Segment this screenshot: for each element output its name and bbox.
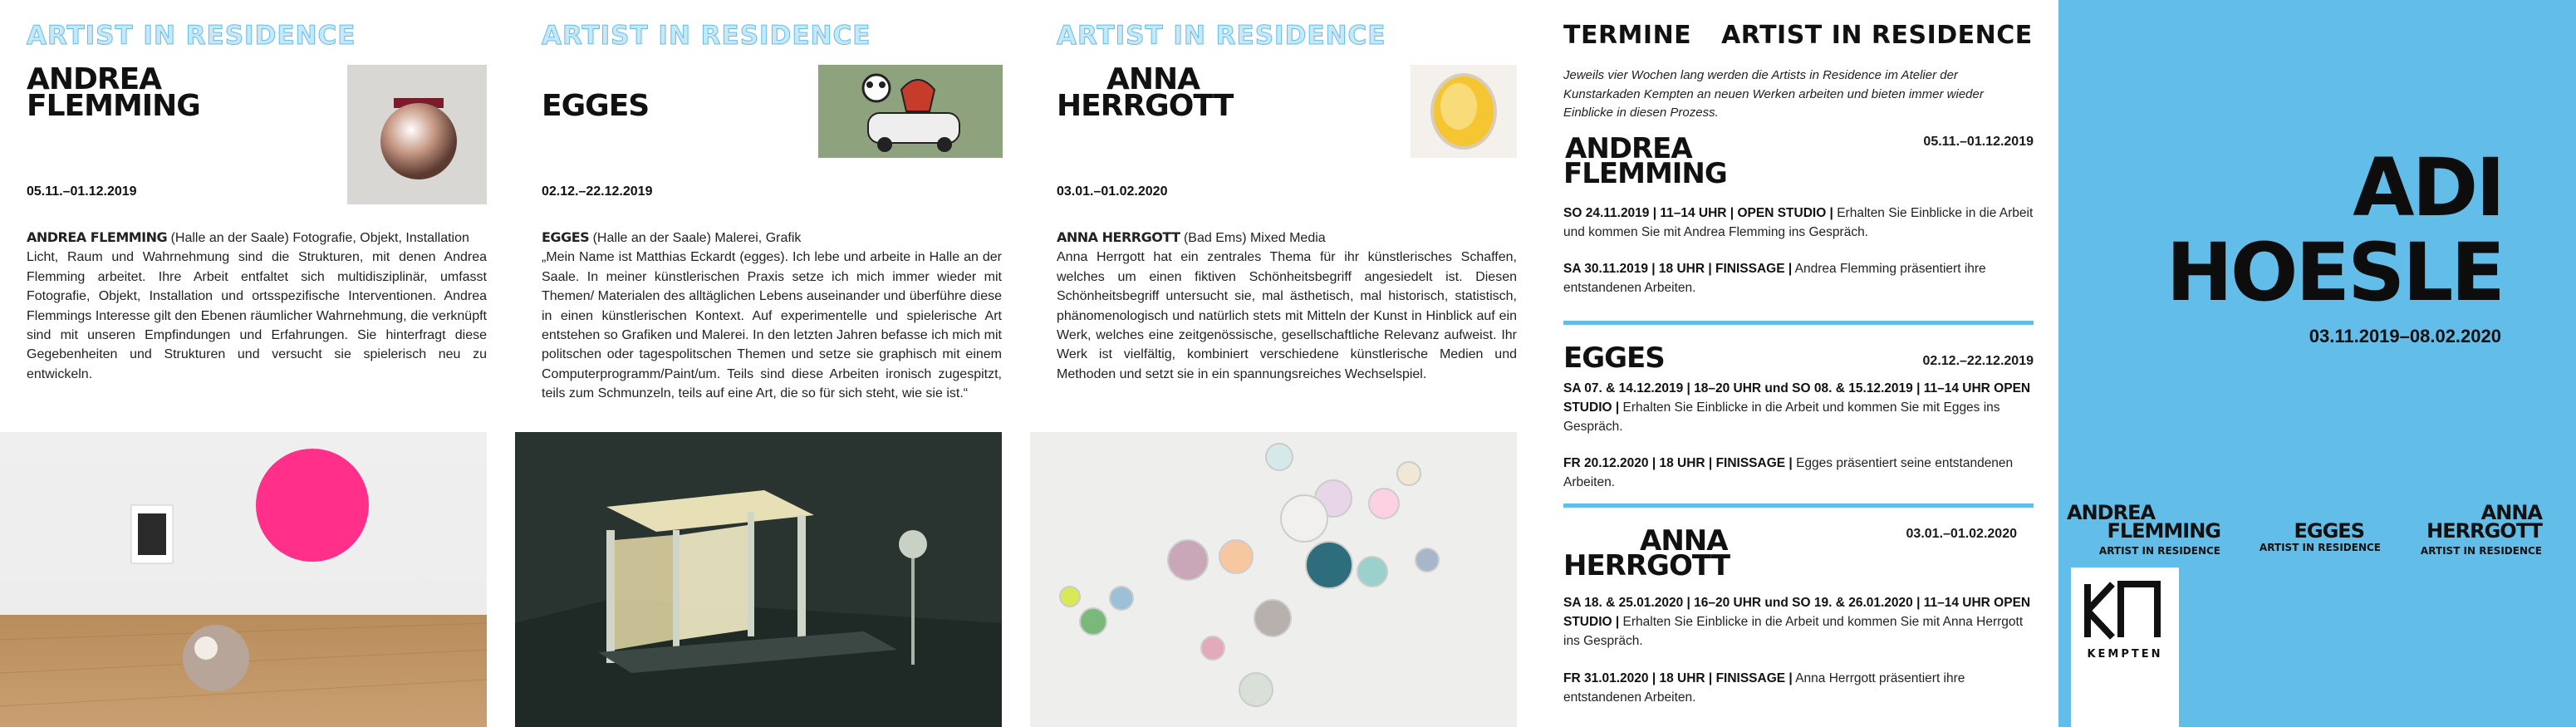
schedule-event	[1563, 379, 2034, 436]
schedule-artist3-line1: ANNA	[1640, 524, 1728, 558]
artist-bio: Anna Herrgott hat ein zentrales Thema für ihr künstlerisches Schaffen, welches um einen fiktiven Schönheitsbegriff angesiedelt ist. Diesen Schönheitsbegriff untersucht sie, mal ästhetisch, mal historisch, statistisch, phänomenologisch und natürlich stets mit Mitteln der Kunst in Hinblick auf ein Werk, welches eine zeitgenössische, gesellschaftliche Relevanz aufweist. Ihr Werk ist vielfältig, kombiniert verschiedene künstlerische Medien und Methoden und setzt sie in ein spannungsreiches Wechselspiel.	[1057, 250, 1517, 381]
mini-name-line2: FLEMMING	[2107, 519, 2220, 543]
kunstarkaden-logo	[2071, 567, 2179, 727]
exhibition-photo	[515, 432, 1002, 727]
artist-discipline: (Halle an der Saale) Malerei, Grafik	[589, 231, 802, 245]
schedule-event	[1563, 669, 2034, 707]
mini-artist-herrgott	[2416, 503, 2542, 557]
cover-panel	[2058, 0, 2576, 727]
divider	[1563, 503, 2034, 508]
artwork-thumbnail-car	[818, 65, 1003, 158]
event-time: SA 18. & 25.01.2020 | 16–20 UHR und SO 19. & 26.01.2020 | 11–14 UHR OPEN STUDIO |	[1563, 596, 2031, 629]
panel-schedule	[1563, 0, 2034, 727]
event-desc: Erhalten Sie Einblicke in die Arbeit und kommen Sie mit Andrea Flemming ins Gespräch.	[1563, 206, 2034, 239]
panel-egges	[515, 0, 1002, 727]
event-time: FR 20.12.2020 | 18 UHR | FINISSAGE |	[1563, 456, 1793, 470]
cover-title-line1: ADI	[2353, 141, 2503, 234]
artwork-thumbnail-sphere	[347, 65, 487, 204]
exhibition-photo	[0, 432, 487, 727]
mini-subtitle: ARTIST IN RESIDENCE	[2259, 542, 2381, 553]
artist-name-line2: FLEMMING	[27, 89, 200, 123]
schedule-title-artist: ARTIST IN RESIDENCE	[1721, 21, 2033, 50]
artist-description	[542, 228, 1002, 404]
event-time: FR 31.01.2020 | 18 UHR | FINISSAGE |	[1563, 671, 1793, 685]
schedule-event	[1563, 204, 2034, 242]
section-kicker: ARTIST IN RESIDENCE	[27, 21, 356, 51]
residency-date: 05.11.–01.12.2019	[27, 184, 137, 199]
event-desc: Egges präsentiert seine entstandenen Arbeiten.	[1563, 456, 2014, 489]
mini-name-line1: ANNA	[2480, 501, 2542, 524]
artist-description	[1057, 228, 1517, 384]
event-desc: Erhalten Sie Einblicke in die Arbeit und kommen Sie mit Egges ins Gespräch.	[1563, 400, 2000, 434]
mini-artist-flemming	[2067, 503, 2220, 557]
event-time: SA 30.11.2019 | 18 UHR | FINISSAGE |	[1563, 262, 1793, 276]
event-time: SO 24.11.2019 | 11–14 UHR | OPEN STUDIO |	[1563, 206, 1833, 220]
schedule-artist1-line2: FLEMMING	[1563, 157, 1727, 190]
schedule-title	[1563, 20, 2033, 52]
residency-date: 03.01.–01.02.2020	[1057, 184, 1168, 199]
artist-name-inline: EGGES	[542, 229, 590, 245]
exhibition-photo	[1030, 432, 1517, 727]
mini-subtitle: ARTIST IN RESIDENCE	[2420, 545, 2542, 557]
section-kicker: ARTIST IN RESIDENCE	[1057, 21, 1386, 51]
panel-anna-herrgott	[1030, 0, 1517, 727]
artist-name-inline: ANNA HERRGOTT	[1057, 229, 1180, 245]
artist-discipline: (Bad Ems) Mixed Media	[1180, 231, 1326, 245]
schedule-event	[1563, 454, 2034, 492]
schedule-artist1-line1: ANDREA	[1565, 132, 1692, 165]
section-kicker: ARTIST IN RESIDENCE	[542, 21, 871, 51]
mini-name-line1: EGGES	[2294, 519, 2364, 543]
schedule-intro: Jeweils vier Wochen lang werden die Artists in Residence im Atelier der Kunstarkaden Kempten an neuen Werken arbeiten und bieten immer wieder Einblicke in diesen Prozess.	[1563, 68, 1984, 120]
artist-name-inline: ANDREA FLEMMING	[27, 229, 168, 245]
mini-name-line2: HERRGOTT	[2426, 519, 2542, 543]
schedule-artist3-date: 03.01.–01.02.2020	[1906, 527, 2017, 541]
mini-name-line1: ANDREA	[2067, 501, 2156, 524]
logo-wordmark: KEMPTEN	[2087, 648, 2163, 661]
artist-name-line1: ANNA	[1106, 62, 1200, 96]
event-desc: Erhalten Sie Einblicke in die Arbeit und kommen Sie mit Anna Herrgott ins Gespräch.	[1563, 615, 2024, 648]
artist-name-line2: HERRGOTT	[1057, 89, 1234, 123]
schedule-event	[1563, 259, 2034, 297]
divider	[1563, 321, 2034, 325]
cover-dates: 03.11.2019–08.02.2020	[2309, 326, 2501, 346]
artist-name-line1: EGGES	[542, 89, 650, 123]
schedule-artist1-date: 05.11.–01.12.2019	[1923, 135, 2034, 149]
event-time: SA 07. & 14.12.2019 | 18–20 UHR und SO 08. & 15.12.2019 | 11–14 UHR OPEN STUDIO |	[1563, 381, 2031, 415]
artist-bio: „Mein Name ist Matthias Eckardt (egges). Ich lebe und arbeite in Halle an der Saale. In meiner künstlerischen Praxis setze ich mich immer wieder mit Themen/ Materialen des alltäglichen Lebens auseinander und überführe diese in einen künstlerischen Kontext. Auf experimentelle und spielerische Art entstehen so Grafiken und Malerei. In den letzten Jahren befasse ich mich mit politschen oder tagespolitschen Themen und setze sie graphisch mit einem Computerprogramm/Paint/um. Teils sind diese Arbeiten ironisch zugespitzt, teils zum Schmunzeln, teils auf eine Art, die so für sich steht, wie sie ist.“	[542, 250, 1002, 401]
schedule-title-termine: TERMINE	[1563, 21, 1692, 50]
schedule-event	[1563, 593, 2034, 651]
schedule-artist2-date: 02.12.–22.12.2019	[1922, 354, 2034, 368]
mini-artist-egges	[2251, 519, 2381, 553]
artist-discipline: (Halle an der Saale) Fotografie, Objekt, Installation	[167, 231, 469, 245]
schedule-artist3-line2: HERRGOTT	[1563, 549, 1730, 582]
cover-title-line2: HOESLE	[2166, 226, 2503, 319]
artist-name-line1: ANDREA	[27, 62, 162, 96]
artist-description	[27, 228, 487, 384]
artwork-thumbnail-round-mirror	[1411, 65, 1517, 158]
residency-date: 02.12.–22.12.2019	[542, 184, 653, 199]
panel-andrea-flemming	[0, 0, 487, 727]
mini-subtitle: ARTIST IN RESIDENCE	[2098, 545, 2220, 557]
event-desc: Anna Herrgott präsentiert ihre entstandenen Arbeiten.	[1563, 671, 1965, 705]
event-desc: Andrea Flemming präsentiert ihre entstandenen Arbeiten.	[1563, 262, 1986, 295]
artist-bio: Licht, Raum und Wahrnehmung sind die Strukturen, mit denen Andrea Flemming arbeitet. Ihre Arbeit entfaltet sich multidisziplinär, umfasst Fotografie, Objekt, Installation und ortsspezifische Interventionen. Andrea Flemmings Interesse gilt den Ebenen räumlicher Wahrnehmung, die verknüpft sind mit unseren Empfindungen und Erfahrungen. Sie hinterfragt diese Gegebenheiten und Strukturen und versucht sie spielerisch neu zu entwickeln.	[27, 250, 487, 381]
schedule-artist2-line1: EGGES	[1563, 341, 1665, 375]
